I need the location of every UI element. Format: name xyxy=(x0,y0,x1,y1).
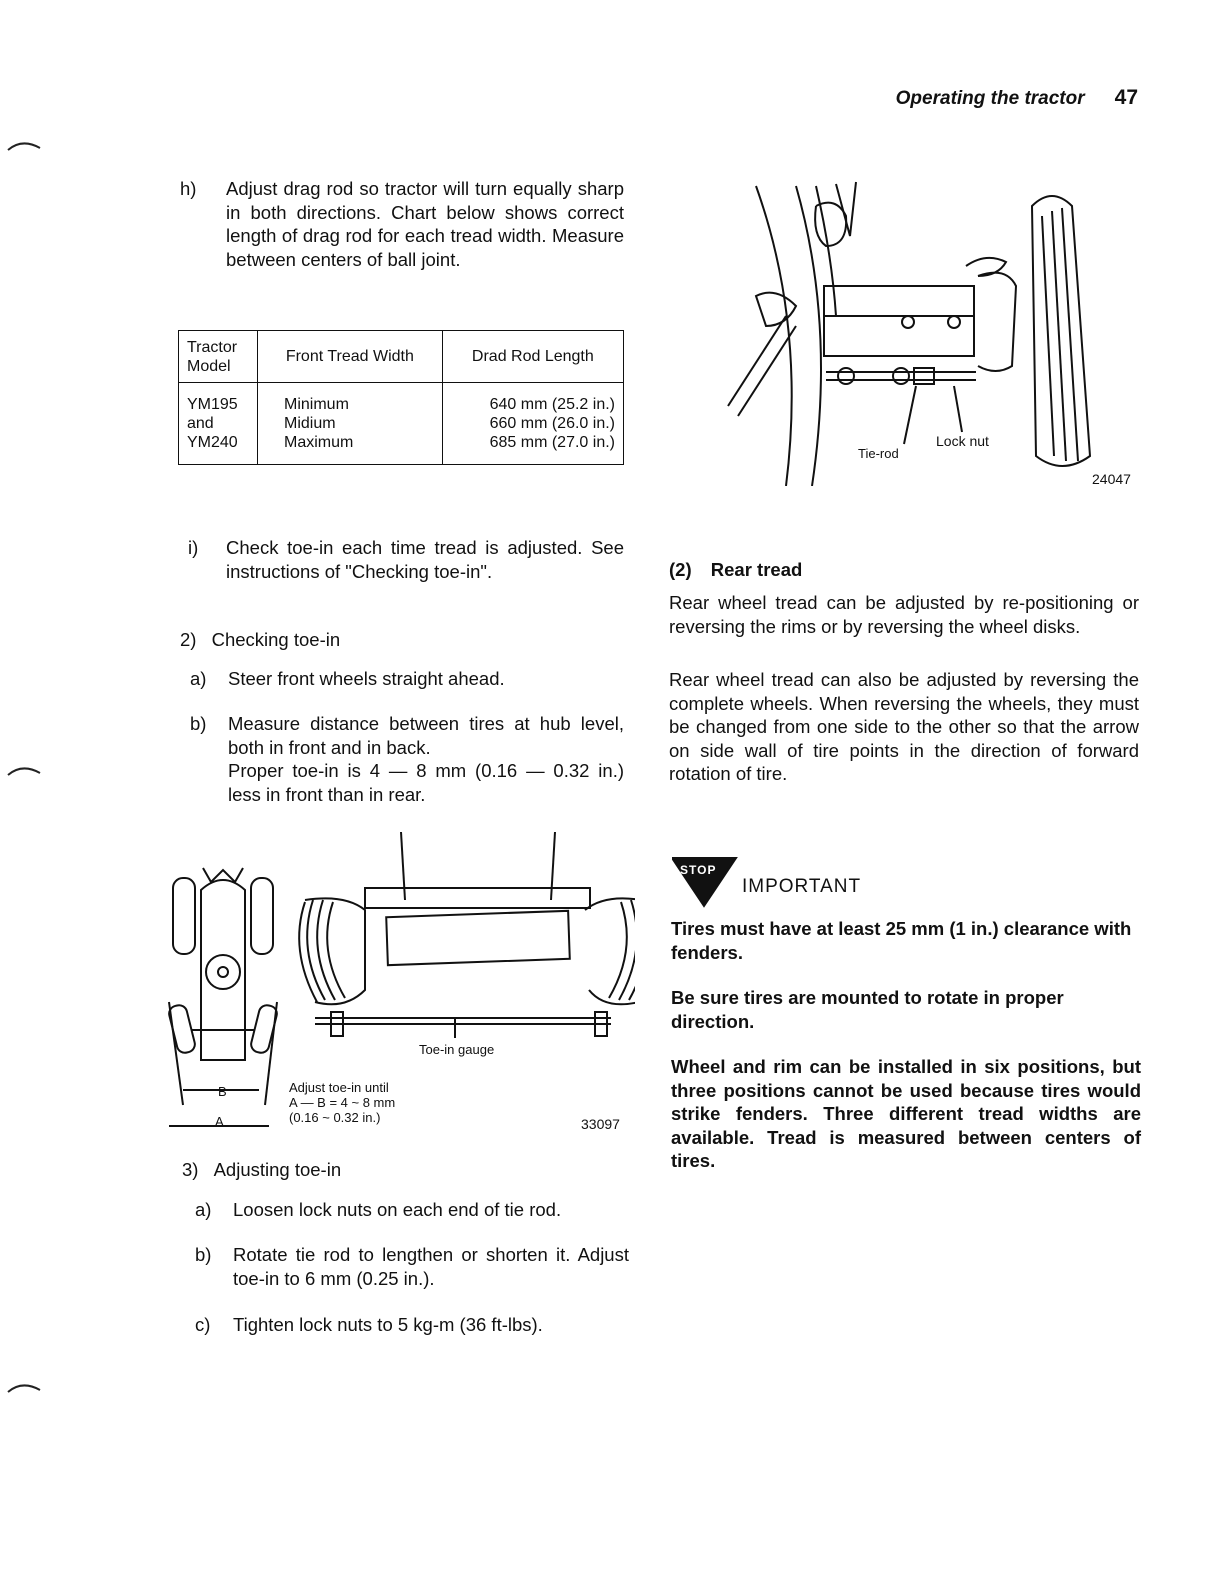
step-h-text: Adjust drag rod so tractor will turn equally sharp in both directions. Chart below shows correct length of drag rod for each tread width. Measure between centers of ball joint. xyxy=(226,178,624,270)
important-p1: Tires must have at least 25 mm (1 in.) clearance with fenders. xyxy=(671,918,1132,963)
step-2a xyxy=(190,667,624,691)
section-2-label: 2) xyxy=(180,629,197,650)
model-line: YM240 xyxy=(187,434,238,451)
step-3c xyxy=(195,1313,629,1337)
tie-rod-figure-code: 24047 xyxy=(1092,471,1131,487)
step-3b-text: Rotate tie rod to lengthen or shorten it. Adjust toe-in to 6 mm (0.25 in.). xyxy=(233,1244,629,1289)
table-cell-length xyxy=(442,383,623,465)
step-i-text: Check toe-in each time tread is adjusted. See instructions of "Checking toe-in". xyxy=(226,537,624,582)
step-3a xyxy=(195,1198,629,1222)
margin-marks xyxy=(0,0,60,1572)
rear-tread-p1: Rear wheel tread can be adjusted by re-positioning or reversing the rims or by reversing the wheel disks. xyxy=(669,592,1139,637)
length-value: 660 mm (26.0 in.) xyxy=(489,415,615,432)
page-number: 47 xyxy=(1114,86,1138,109)
toe-in-note-line: A — B = 4 ~ 8 mm xyxy=(289,1095,396,1110)
toe-in-note-line: (0.16 ~ 0.32 in.) xyxy=(289,1110,381,1125)
width-value: Midium xyxy=(284,415,336,432)
width-value: Minimum xyxy=(284,396,349,413)
tie-rod-figure xyxy=(716,176,1140,490)
tie-rod-label: Tie-rod xyxy=(858,446,899,461)
step-2b-text: Measure distance between tires at hub level, both in front and in back. xyxy=(228,713,624,758)
drag-rod-table xyxy=(178,330,624,465)
toe-in-note xyxy=(289,1080,395,1125)
step-h-label: h) xyxy=(180,178,197,199)
toe-in-illustration xyxy=(165,830,635,1140)
step-3c-text: Tighten lock nuts to 5 kg-m (36 ft-lbs). xyxy=(233,1314,543,1335)
toe-in-gauge-label: Toe-in gauge xyxy=(419,1042,495,1057)
step-3b xyxy=(195,1243,629,1290)
dimension-a-label: A xyxy=(215,1114,224,1129)
table-header-row xyxy=(179,331,624,383)
important-p2: Be sure tires are mounted to rotate in proper direction. xyxy=(671,987,1064,1032)
section-2-title: Checking toe-in xyxy=(211,629,341,650)
header-title: Operating the tractor xyxy=(895,88,1085,109)
toe-in-note-line: Adjust toe-in until xyxy=(289,1080,389,1095)
step-3b-label: b) xyxy=(195,1244,212,1265)
step-2b xyxy=(190,712,624,806)
table-cell-width xyxy=(258,383,443,465)
tie-rod-illustration xyxy=(716,176,1116,486)
width-value: Maximum xyxy=(284,434,354,451)
section-2-heading xyxy=(180,628,340,652)
step-3c-label: c) xyxy=(195,1314,211,1335)
table-header-cell: Drad Rod Length xyxy=(442,331,623,383)
dimension-b-label: B xyxy=(218,1084,227,1099)
step-3a-text: Loosen lock nuts on each end of tie rod. xyxy=(233,1199,562,1220)
section-3-heading xyxy=(182,1158,341,1182)
step-2b-label: b) xyxy=(190,713,207,734)
toe-in-figure xyxy=(165,830,635,1140)
step-2a-label: a) xyxy=(190,668,207,689)
rear-tread-heading xyxy=(669,559,802,581)
step-h xyxy=(180,177,624,271)
stop-sign-icon xyxy=(672,848,740,908)
step-2a-text: Steer front wheels straight ahead. xyxy=(228,668,505,689)
table-cell-model xyxy=(179,383,258,465)
model-line: YM195 xyxy=(187,396,238,413)
stop-sign-text: STOP xyxy=(680,863,717,877)
section-3-title: Adjusting toe-in xyxy=(213,1159,342,1180)
section-3-label: 3) xyxy=(182,1159,199,1180)
important-p3: Wheel and rim can be installed in six positions, but three positions cannot be used because tires would strike fenders. Three different tread widths are available. Tread is measured between centers of tires. xyxy=(671,1056,1141,1171)
step-i xyxy=(188,536,624,583)
step-2b-text2: Proper toe-in is 4 — 8 mm (0.16 — 0.32 in.) less in front than in rear. xyxy=(228,760,624,805)
lock-nut-label: Lock nut xyxy=(936,433,989,449)
length-value: 640 mm (25.2 in.) xyxy=(489,396,615,413)
model-line: and xyxy=(187,415,214,432)
rear-tread-p2: Rear wheel tread can also be adjusted by reversing the complete wheels. When reversing the wheels, they must be changed from one side to the other so that the arrow on side wall of tire points in the direction of forward rotation of tire. xyxy=(669,669,1139,784)
step-3a-label: a) xyxy=(195,1199,212,1220)
length-value: 685 mm (27.0 in.) xyxy=(489,434,615,451)
rear-tread-label: (2) xyxy=(669,559,692,580)
toe-in-figure-code: 33097 xyxy=(581,1116,620,1132)
step-i-label: i) xyxy=(188,537,199,558)
important-title: IMPORTANT xyxy=(742,876,862,897)
table-header-cell: Tractor Model xyxy=(179,331,258,383)
table-row xyxy=(179,383,624,465)
page-header xyxy=(896,86,1138,110)
table-header-cell: Front Tread Width xyxy=(258,331,443,383)
rear-tread-title: Rear tread xyxy=(710,559,803,580)
